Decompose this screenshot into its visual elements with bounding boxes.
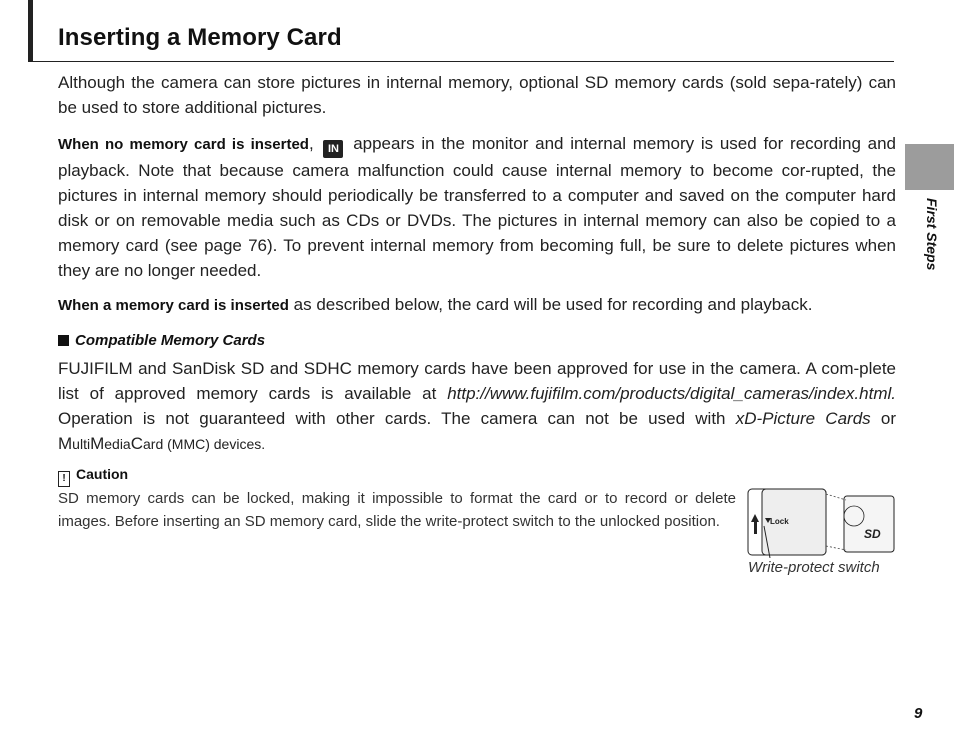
mmc-m1: M xyxy=(58,434,73,453)
no-card-lead: When no memory card is inserted xyxy=(58,136,309,153)
arrow-shaft xyxy=(754,522,757,534)
mmc-rest: ard (MMC) devices. xyxy=(143,436,266,452)
fujifilm-url: http://www.fujifilm.com/products/digital_cameras/index.html. xyxy=(447,384,896,403)
no-card-text: appears in the monitor and internal memory is used for recording and playback. Note that because camera malfunction could cause internal memory to become cor-rupted, the pictures in internal memory should periodically be transferred to a computer and saved on the computer hard disk or on removable media such as CDs or DVDs. The pictures in internal memory can also be copied to a memory card (see page 76). To prevent internal memory from becoming full, be sure to delete pictures when they are no longer needed. xyxy=(58,134,896,280)
page-title: Inserting a Memory Card xyxy=(58,24,342,51)
no-card-paragraph xyxy=(58,131,896,283)
zoom-line-bottom xyxy=(826,546,846,550)
caution-icon: ! xyxy=(58,471,70,487)
compatible-heading-label: Compatible Memory Cards xyxy=(75,332,266,349)
square-bullet-icon xyxy=(58,335,69,346)
compatible-or: or xyxy=(870,409,896,428)
mmc-ulti: ulti xyxy=(72,436,91,452)
zoom-line-top xyxy=(826,494,846,500)
mmc-m2: M xyxy=(90,434,105,453)
section-tab xyxy=(905,144,954,190)
xd-card-name: xD-Picture Cards xyxy=(735,409,871,428)
mmc-edia: edia xyxy=(104,436,131,452)
caution-heading-label: Caution xyxy=(76,466,129,482)
page-number: 9 xyxy=(914,705,923,722)
compatible-text-1: FUJIFILM and SanDisk SD and SDHC memory cards have been approved for use in the camera. A com-plete list of approved memory cards is available at xyxy=(58,359,896,403)
sd-card-small xyxy=(844,496,894,552)
caution-heading xyxy=(58,466,128,487)
card-inserted-text: as described below, the card will be used for recording and playback. xyxy=(288,295,813,314)
compatible-heading xyxy=(58,332,265,349)
sd-card-illustration xyxy=(744,486,898,558)
intro-paragraph: Although the camera can store pictures in internal memory, optional SD memory cards (sold sepa-rately) can be used to store additional pictures. xyxy=(58,73,896,117)
figure-caption: Write-protect switch xyxy=(748,559,880,576)
card-inserted-paragraph xyxy=(58,292,896,318)
compatible-paragraph xyxy=(58,356,896,457)
title-rule xyxy=(28,61,894,62)
caution-paragraph: SD memory cards can be locked, making it impossible to format the card or to record or delete images. Before inserting an SD memory card, slide the write-protect switch to the unlocked position. xyxy=(58,490,736,530)
section-side-label: First Steps xyxy=(924,198,940,271)
internal-memory-icon: IN xyxy=(323,140,343,158)
mmc-c: C xyxy=(130,434,143,453)
sd-logo: SD xyxy=(864,527,881,541)
compatible-text-2: Operation is not guaranteed with other cards. The camera can not be used with xyxy=(58,409,736,428)
title-accent-bar xyxy=(28,0,33,62)
lock-label: Lock xyxy=(770,517,789,526)
no-card-comma: , xyxy=(308,134,314,153)
card-inserted-lead: When a memory card is inserted xyxy=(58,297,289,314)
